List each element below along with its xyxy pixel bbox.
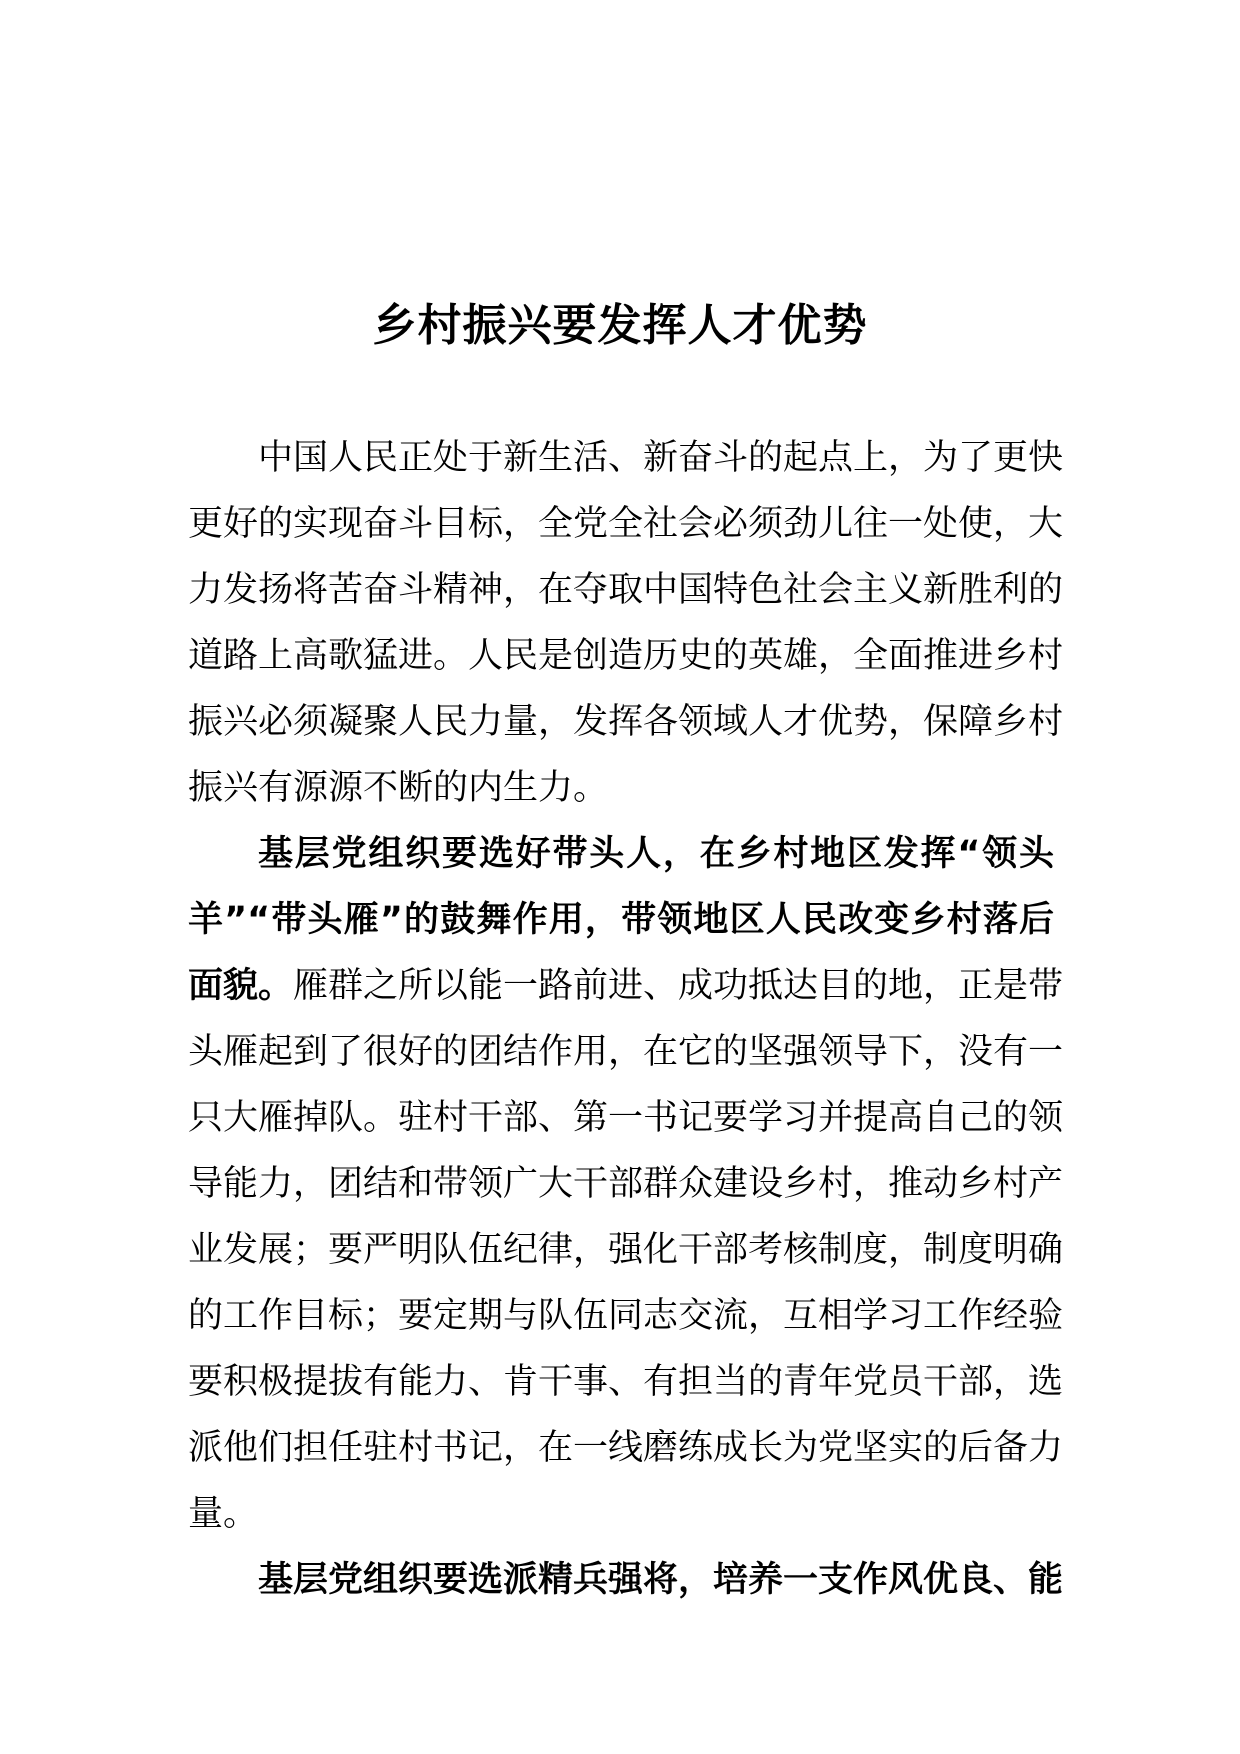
paragraph-heading-tail: 面貌。 [188,966,294,1006]
document-body [188,425,1064,1613]
paragraph-text: 雁群之所以能一路前进、成功抵达目的地，正是带 [293,966,1064,1006]
paragraph-line: 更好的实现奋斗目标，全党全社会必须劲儿往一处使，大 [188,504,1064,544]
paragraph-line: 只大雁掉队。驻村干部、第一书记要学习并提高自己的领 [188,1098,1064,1138]
paragraph-line-mixed [188,953,1064,1019]
paragraph-line: 派他们担任驻村书记，在一线磨练成长为党坚实的后备力 [188,1428,1064,1468]
paragraph-line: 的工作目标；要定期与队伍同志交流，互相学习工作经验 [188,1296,1064,1336]
paragraph-line: 振兴有源源不断的内生力。 [188,768,609,808]
paragraph-line: 要积极提拔有能力、肯干事、有担当的青年党员干部，选 [188,1362,1064,1402]
paragraph-heading-line: 羊”“带头雁”的鼓舞作用，带领地区人民改变乡村落后 [188,900,1054,940]
paragraph-line: 道路上高歌猛进。人民是创造历史的英雄，全面推进乡村 [188,636,1064,676]
paragraph-line: 力发扬将苦奋斗精神，在夺取中国特色社会主义新胜利的 [188,570,1064,610]
paragraph-line: 量。 [188,1494,259,1534]
paragraph-line: 导能力，团结和带领广大干部群众建设乡村，推动乡村产 [188,1164,1064,1204]
document-title: 乡村振兴要发挥人才优势 [372,300,868,351]
paragraph-line: 振兴必须凝聚人民力量，发挥各领域人才优势，保障乡村 [188,702,1064,742]
paragraph-line: 头雁起到了很好的团结作用，在它的坚强领导下，没有一 [188,1032,1064,1072]
paragraph-line: 业发展；要严明队伍纪律，强化干部考核制度，制度明确 [188,1230,1064,1270]
paragraph-heading-line: 基层党组织要选好带头人，在乡村地区发挥“领头 [258,834,1054,874]
paragraph-heading-line: 基层党组织要选派精兵强将，培养一支作风优良、能 [258,1560,1064,1600]
paragraph-line: 中国人民正处于新生活、新奋斗的起点上，为了更快 [258,438,1064,478]
